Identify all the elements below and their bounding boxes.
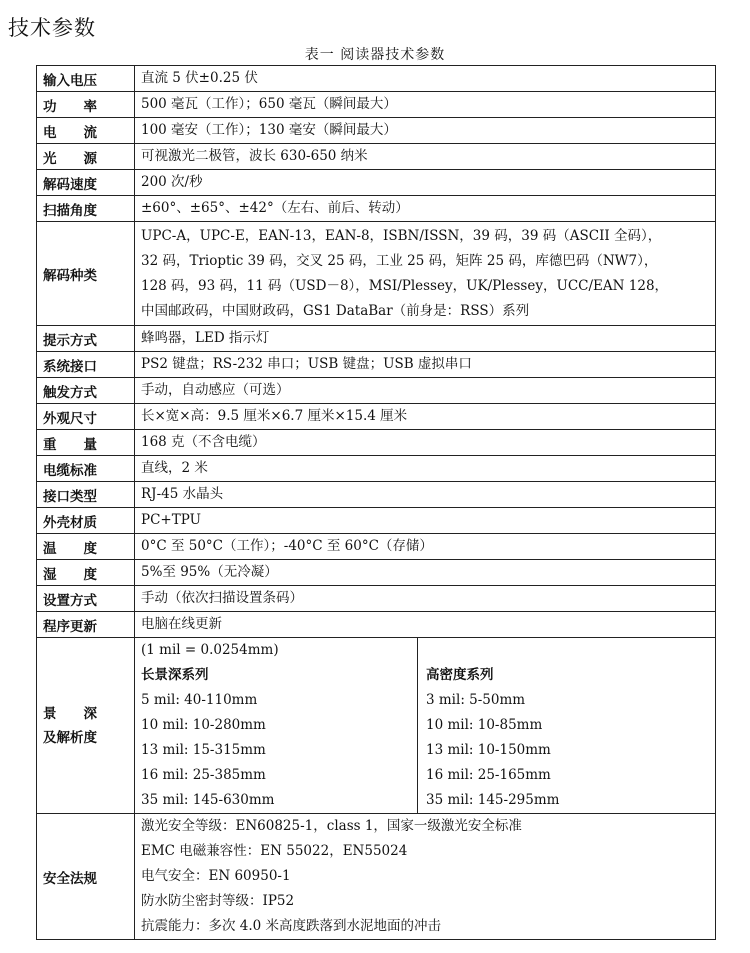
row-label: 电缆标准 [37,456,135,482]
table-row [37,92,716,118]
row-label: 温 度 [37,534,135,560]
table-row [37,144,716,170]
safety-line: 激光安全等级：EN60825-1，class 1，国家一级激光安全标准 [141,818,522,834]
table-row [37,326,716,352]
row-label: 光 源 [37,144,135,170]
row-label: 解码速度 [37,170,135,196]
row-value: 5%至 95%（无冷凝） [135,560,716,586]
table-row-depth-of-field [37,638,716,814]
row-value: RJ-45 水晶头 [135,482,716,508]
row-label: 设置方式 [37,586,135,612]
safety-line: EMC 电磁兼容性：EN 55022，EN55024 [141,843,408,859]
row-label: 接口类型 [37,482,135,508]
decode-line: 中国邮政码，中国财政码，GS1 DataBar（前身是：RSS）系列 [141,302,530,319]
row-label: 湿 度 [37,560,135,586]
decode-line: UPC-A，UPC-E，EAN-13，EAN-8，ISBN/ISSN，39 码，39 码（ASCII 全码）， [141,227,662,244]
table-caption: 表一 阅读器技术参数 [304,47,446,63]
table-row [37,196,716,222]
dof-columns [141,638,709,813]
row-value: 手动，自动感应（可选） [135,378,716,404]
table-row [37,118,716,144]
table-row [37,508,716,534]
decode-types [135,222,716,326]
safety-cell [135,814,716,940]
table-row-safety [37,814,716,940]
dof-high-item: 13 mil: 10-150mm [426,742,551,758]
dof-high-item: 10 mil: 10-85mm [426,717,543,733]
dof-long-title: 长景深系列 [141,667,209,683]
dof-high-density [418,638,559,813]
row-value: PC+TPU [135,508,716,534]
safety-line: 防水防尘密封等级：IP52 [141,893,295,909]
row-value: 0°C 至 50°C（工作）；-40°C 至 60°C（存储） [135,534,716,560]
row-value: 长×宽×高：9.5 厘米×6.7 厘米×15.4 厘米 [135,404,716,430]
row-value: ±60°、±65°、±42°（左右、前后、转动） [135,196,716,222]
table-row [37,66,716,92]
table-row [37,586,716,612]
table-row [37,534,716,560]
dof-label-line1: 景 深 [43,705,97,722]
dof-high-item: 3 mil: 5-50mm [426,692,526,708]
dof-long-item: 5 mil: 40-110mm [141,692,258,708]
row-label: 系统接口 [37,352,135,378]
row-value: 168 克（不含电缆） [135,430,716,456]
row-value: 200 次/秒 [135,170,716,196]
table-row [37,352,716,378]
row-label: 输入电压 [37,66,135,92]
dof-note: (1 mil = 0.0254mm) [141,642,279,658]
table-row [37,430,716,456]
row-label: 提示方式 [37,326,135,352]
page-title: 技术参数 [8,16,96,40]
table-row [37,482,716,508]
row-label: 电 流 [37,118,135,144]
row-label: 外观尺寸 [37,404,135,430]
row-label: 触发方式 [37,378,135,404]
safety-line: 抗震能力：多次 4.0 米高度跌落到水泥地面的冲击 [141,918,442,934]
decode-line: 32 码，Trioptic 39 码，交叉 25 码，工业 25 码，矩阵 25 码，库德巴码（NW7）， [141,252,658,269]
table-row [37,612,716,638]
dof-long-item: 10 mil: 10-280mm [141,717,266,733]
row-value: 500 毫瓦（工作）；650 毫瓦（瞬间最大） [135,92,716,118]
row-value: 直流 5 伏±0.25 伏 [135,66,716,92]
table-row-decode [37,222,716,326]
table-row [37,404,716,430]
row-label: 程序更新 [37,612,135,638]
row-value: 蜂鸣器，LED 指示灯 [135,326,716,352]
dof-long-item: 13 mil: 15-315mm [141,742,266,758]
row-label: 安全法规 [37,814,135,940]
decode-line: 128 码，93 码，11 码（USD－8），MSI/Plessey，UK/Plessey，UCC/EAN 128， [141,277,669,294]
row-value: 直线，2 米 [135,456,716,482]
row-value: PS2 键盘；RS-232 串口；USB 键盘；USB 虚拟串口 [135,352,716,378]
row-label: 重 量 [37,430,135,456]
table-row [37,560,716,586]
table-row [37,170,716,196]
dof-long-range [135,638,418,813]
row-value: 可视激光二极管，波长 630-650 纳米 [135,144,716,170]
row-label [37,638,135,814]
row-label: 扫描角度 [37,196,135,222]
dof-cell [135,638,716,814]
row-label: 外壳材质 [37,508,135,534]
table-row [37,378,716,404]
dof-high-title: 高密度系列 [426,667,494,683]
row-value: 100 毫安（工作）；130 毫安（瞬间最大） [135,118,716,144]
row-label: 功 率 [37,92,135,118]
safety-line: 电气安全：EN 60950-1 [141,868,291,884]
dof-long-item: 35 mil: 145-630mm [141,792,275,808]
dof-high-item: 16 mil: 25-165mm [426,767,551,783]
dof-label-line2: 及解析度 [43,729,97,746]
row-label: 解码种类 [37,222,135,326]
dof-long-item: 16 mil: 25-385mm [141,767,266,783]
table-row [37,456,716,482]
row-value: 电脑在线更新 [135,612,716,638]
row-value: 手动（依次扫描设置条码） [135,586,716,612]
dof-high-item: 35 mil: 145-295mm [426,792,560,808]
spec-table [36,65,716,940]
